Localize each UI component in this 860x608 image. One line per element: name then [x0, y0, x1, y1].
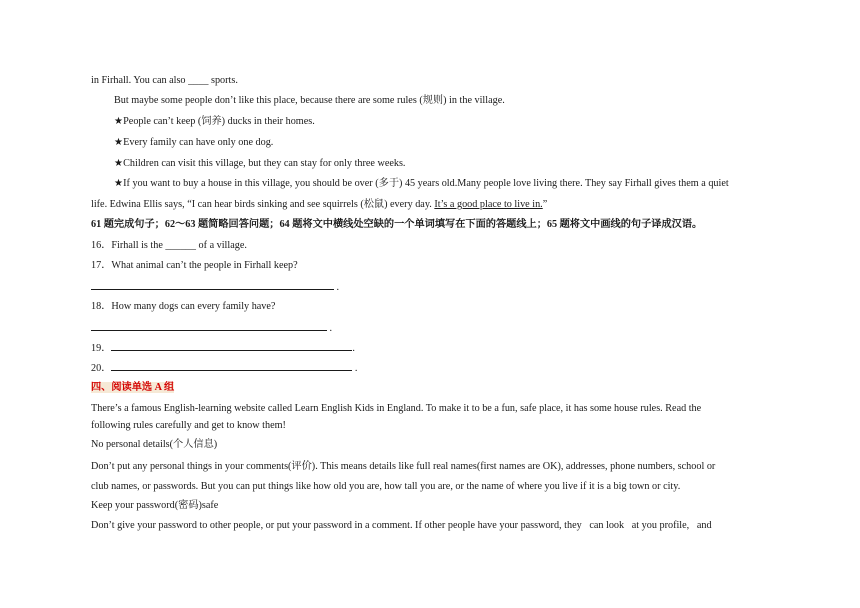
subheading: No personal details(个人信息): [91, 439, 218, 450]
answer-line-17: [91, 280, 339, 294]
paragraph-line: following rules carefully and get to know them!: [91, 420, 286, 431]
subheading: Keep your password(密码)safe: [91, 500, 219, 511]
question-20: [91, 361, 357, 375]
answer-line-18: [91, 321, 332, 335]
question-17: 17．What animal can’t the people in Firhall keep?: [91, 260, 298, 271]
passage-text: ”: [542, 199, 548, 210]
instructions: 61 题完成句子；62～63 题简略回答问题；64 题将文中横线处空缺的一个单词填写在下面的答题线上；65 题将文中画线的句子译成汉语。: [91, 219, 703, 230]
answer-end: .: [352, 343, 355, 354]
rule-item: ★If you want to buy a house in this village, you should be over (多于) 45 years old.Many people love living there. They say Firhall gives them a quiet: [114, 178, 729, 189]
answer-blank[interactable]: [91, 280, 334, 290]
question-number: 19．: [91, 343, 112, 354]
passage-line: [91, 198, 547, 211]
passage-text: life. Edwina Ellis says, “I can hear birds sinking and see squirrels (松鼠) every day.: [91, 199, 435, 210]
section-heading-text: 四、阅读单选 A 组: [91, 382, 175, 393]
answer-blank[interactable]: [91, 321, 327, 331]
passage-line: But maybe some people don’t like this place, because there are some rules (规则) in the village.: [114, 95, 505, 106]
question-18: 18．How many dogs can every family have?: [91, 301, 276, 312]
answer-blank[interactable]: [111, 361, 352, 371]
answer-end: .: [354, 363, 358, 374]
paragraph-line: Don’t give your password to other people, or put your password in a comment. If other people have your password, they can look at you profile, and: [91, 520, 712, 531]
paragraph-line: There’s a famous English-learning website called Learn English Kids in England. To make it to be a fun, safe place, it has some house rules. Read the: [91, 403, 702, 414]
answer-end: .: [329, 323, 333, 334]
answer-blank[interactable]: [111, 341, 352, 351]
rule-item: ★Every family can have only one dog.: [114, 137, 274, 148]
question-16: 16．Firhall is the ______ of a village.: [91, 240, 247, 251]
paragraph-line: club names, or passwords. But you can put things like how old you are, how tall you are, or the name of where you live if it is a big town or city.: [91, 481, 681, 492]
passage-line: in Firhall. You can also ____ sports.: [91, 75, 238, 86]
answer-end: .: [336, 282, 340, 293]
rule-item: ★People can’t keep (饲养) ducks in their homes.: [114, 116, 315, 127]
rule-item: ★Children can visit this village, but they can stay for only three weeks.: [114, 158, 406, 169]
question-19: [91, 341, 355, 355]
underlined-sentence: It’s a good place to live in.: [434, 199, 543, 210]
section-heading: [91, 381, 174, 394]
paragraph-line: Don’t put any personal things in your comments(评价). This means details like full real names(first names are OK), addresses, phone numbers, school or: [91, 461, 716, 472]
question-number: 20．: [91, 363, 112, 374]
